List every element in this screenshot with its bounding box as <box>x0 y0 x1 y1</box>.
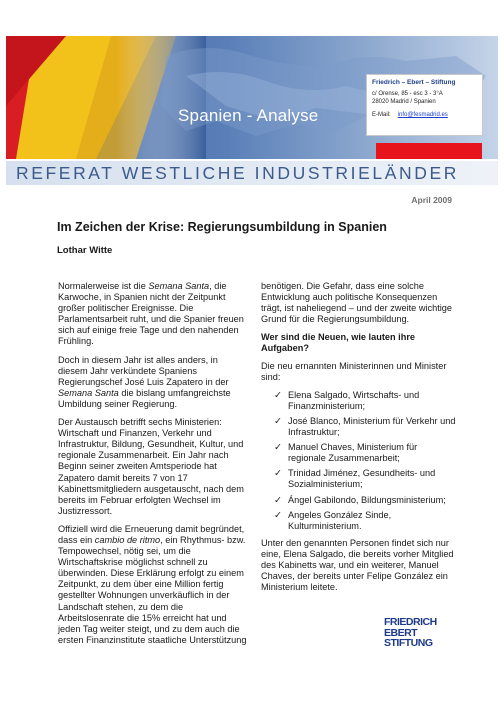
publication-date: April 2009 <box>411 195 452 205</box>
paragraph: Unter den genannten Personen findet sich nur eine, Elena Salgado, die bereits vorher Mitglied des Kabinetts war, und ein weiterer, Manuel Chaves, der bereits unter Felipe González ein Ministerium leitete. <box>261 537 454 593</box>
section-question: Wer sind die Neuen, wie lauten ihre Aufgaben? <box>261 332 416 354</box>
paragraph: Doch in diesem Jahr ist alles anders, in diesem Jahr verkündete Spaniens Regierungschef José Luis Zapatero in der Semana Santa die bislang umfangreichste Umbildung seiner Regierung. <box>58 354 231 409</box>
department-band <box>6 161 498 185</box>
accent-red-bar <box>376 143 482 159</box>
page-title: Spanien - Analyse <box>178 106 319 125</box>
paragraph: Die neu ernannten Ministerinnen und Minister sind: <box>261 360 447 382</box>
right-column <box>261 281 456 600</box>
paragraph: Der Austausch betrifft sechs Ministerien: Wirtschaft und Finanzen, Verkehr und Infrastruktur, Bildung, Gesundheit, Kultur, und regionale Zusammenarbeit. Ein Jahr nach Beginn seiner zweiten Amtsperiode hat Zapatero damit bereits 7 von 17 Kabinettsmitgliedern ausgetauscht, nach dem bereits im Februar erfolgten Wechsel im Justizressort. <box>58 417 244 516</box>
checkmark-icon: ✓ <box>274 415 282 427</box>
paragraph: Normalerweise ist die Semana Santa, die Karwoche, in Spanien nicht der Zeitpunkt großer politischer Ereignisse. Die Parlamentsarbeit ruht, und die Spanier freuen sich auf einige freie Tage und den nahenden Frühling. <box>58 281 244 347</box>
paragraph: Offiziell wird die Erneuerung damit begründet, dass ein cambio de ritmo, ein Rhythmus- bzw. Tempowechsel, nötig sei, um die Wirtschaftskrise möglichst schnell zu überwinden. Diese Erklärung erfolgt zu einem Zeitpunkt, zu dem über eine Million fertig gestellter Wohnungen unverkäuflich in der Landschaft stehen, zu dem die Arbeitslosenrate die 15% erreicht hat und jeden Tag weiter steigt, und zu dem auch die ersten Finanzinstitute staatliche Unterstützung <box>58 523 247 645</box>
list-item: ✓ Ángel Gabilondo, Bildungsministerium; <box>274 494 446 506</box>
contact-city: 28020 Madrid / Spanien <box>372 98 436 105</box>
logo-line: EBERT <box>384 626 418 639</box>
department-title: REFERAT WESTLICHE INDUSTRIELÄNDER <box>16 163 459 183</box>
contact-email-row <box>372 111 477 119</box>
list-item: ✓ Elena Salgado, Wirtschafts- und Finanzministerium; <box>274 389 420 411</box>
checkmark-icon: ✓ <box>274 509 282 521</box>
checkmark-icon: ✓ <box>274 494 282 506</box>
contact-organization: Friedrich – Ebert – Stiftung <box>372 79 456 86</box>
list-item: ✓ Trinidad Jiménez, Gesundheits- und Sozialministerium; <box>274 468 436 490</box>
article-headline: Im Zeichen der Krise: Regierungsumbildung in Spanien <box>57 220 387 234</box>
left-column <box>58 281 248 653</box>
checkmark-icon: ✓ <box>274 442 282 454</box>
list-item: ✓ José Blanco, Ministerium für Verkehr und Infrastruktur; <box>274 415 456 438</box>
article-author: Lothar Witte <box>57 245 113 256</box>
list-item: ✓ Angeles González Sinde, Kulturministerium. <box>274 509 392 531</box>
contact-box <box>366 74 483 136</box>
fes-logo <box>384 617 452 649</box>
email-link[interactable]: info@fesmadrid.es <box>397 111 448 118</box>
paragraph: benötigen. Die Gefahr, dass eine solche Entwicklung auch politische Konsequenzen trägt, ist naheliegend – und der zweite wichtige Grund für die Regierungsumbildung. <box>261 281 453 325</box>
contact-street: c/ Orense, 85 - esc 3 - 3°A <box>372 90 443 97</box>
checkmark-icon: ✓ <box>274 389 282 401</box>
logo-line: STIFTUNG <box>384 637 433 649</box>
logo-line: FRIEDRICH <box>384 616 437 628</box>
checkmark-icon: ✓ <box>274 468 282 480</box>
email-label: E-Mail: <box>372 111 391 118</box>
minister-list <box>261 390 456 532</box>
list-item: ✓ Manuel Chaves, Ministerium für regionale Zusammenarbeit; <box>274 442 418 464</box>
